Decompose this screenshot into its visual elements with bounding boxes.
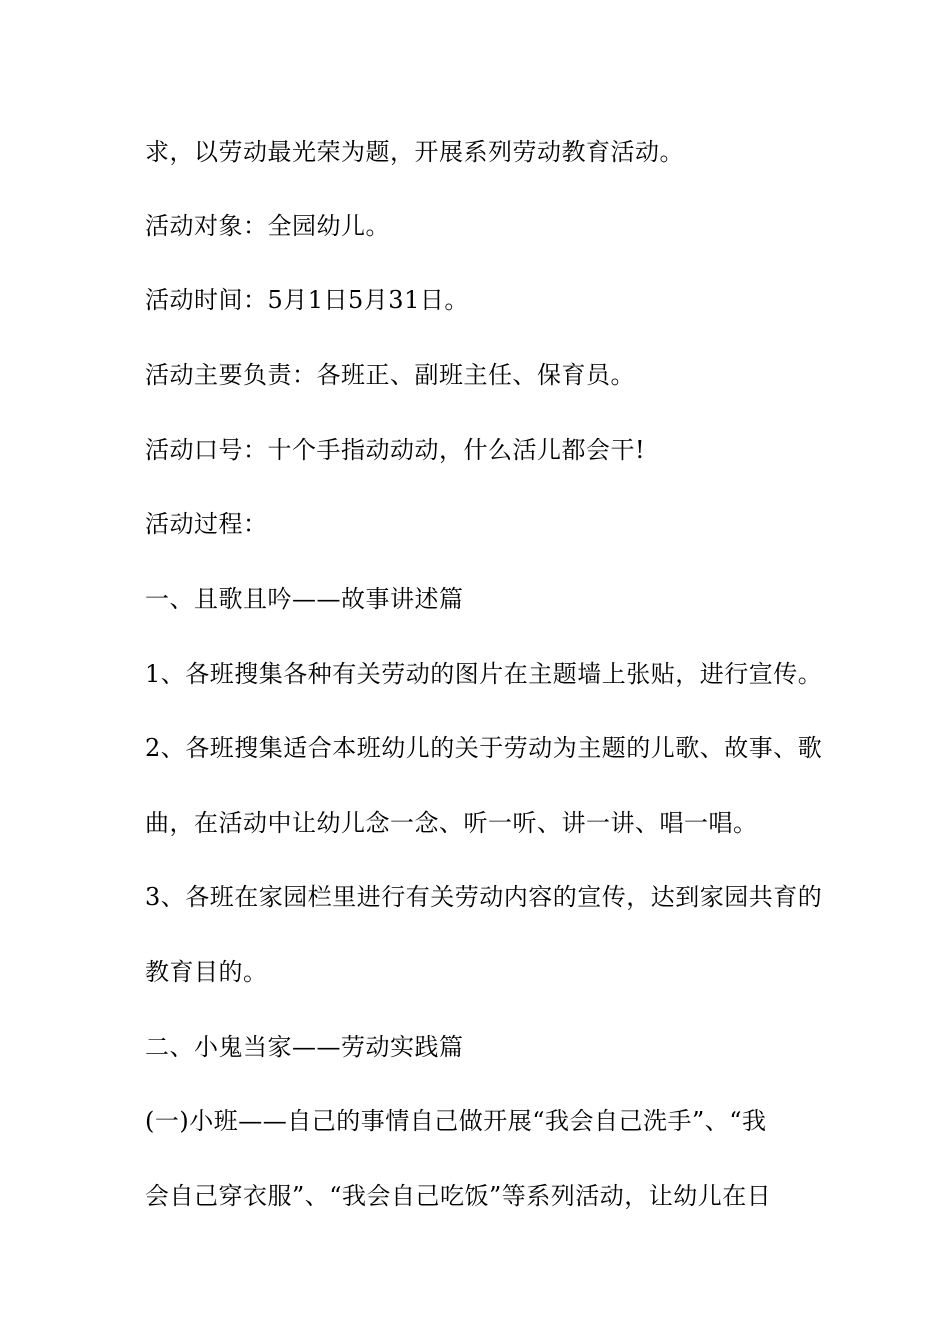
list-item-3-continuation: 教育目的。 bbox=[145, 958, 268, 986]
list-item-3: 3、各班在家园栏里进行有关劳动内容的宣传，达到家园共育的 bbox=[145, 883, 823, 911]
subsection-small-class-continuation: 会自己穿衣服”、“我会自己吃饭”等系列活动，让幼儿在日 bbox=[145, 1182, 772, 1210]
text-line-activity-target: 活动对象：全园幼儿。 bbox=[145, 212, 390, 240]
section-heading-one: 一、且歌且吟——故事讲述篇 bbox=[145, 585, 464, 613]
text-line-activity-time: 活动时间：5月1日5月31日。 bbox=[145, 286, 469, 314]
section-heading-two: 二、小鬼当家——劳动实践篇 bbox=[145, 1033, 464, 1061]
text-line-activity-process: 活动过程： bbox=[145, 510, 268, 538]
text-line-continuation: 求，以劳动最光荣为题，开展系列劳动教育活动。 bbox=[145, 138, 684, 166]
subsection-small-class: (一)小班——自己的事情自己做开展“我会自己洗手”、“我 bbox=[145, 1107, 767, 1135]
list-item-2-continuation: 曲，在活动中让幼儿念一念、听一听、讲一讲、唱一唱。 bbox=[145, 809, 758, 837]
list-item-2: 2、各班搜集适合本班幼儿的关于劳动为主题的儿歌、故事、歌 bbox=[145, 734, 823, 762]
text-line-activity-slogan: 活动口号：十个手指动动动，什么活儿都会干! bbox=[145, 436, 646, 464]
list-item-1: 1、各班搜集各种有关劳动的图片在主题墙上张贴，进行宣传。 bbox=[145, 660, 823, 688]
text-line-activity-responsible: 活动主要负责：各班正、副班主任、保育员。 bbox=[145, 361, 635, 389]
